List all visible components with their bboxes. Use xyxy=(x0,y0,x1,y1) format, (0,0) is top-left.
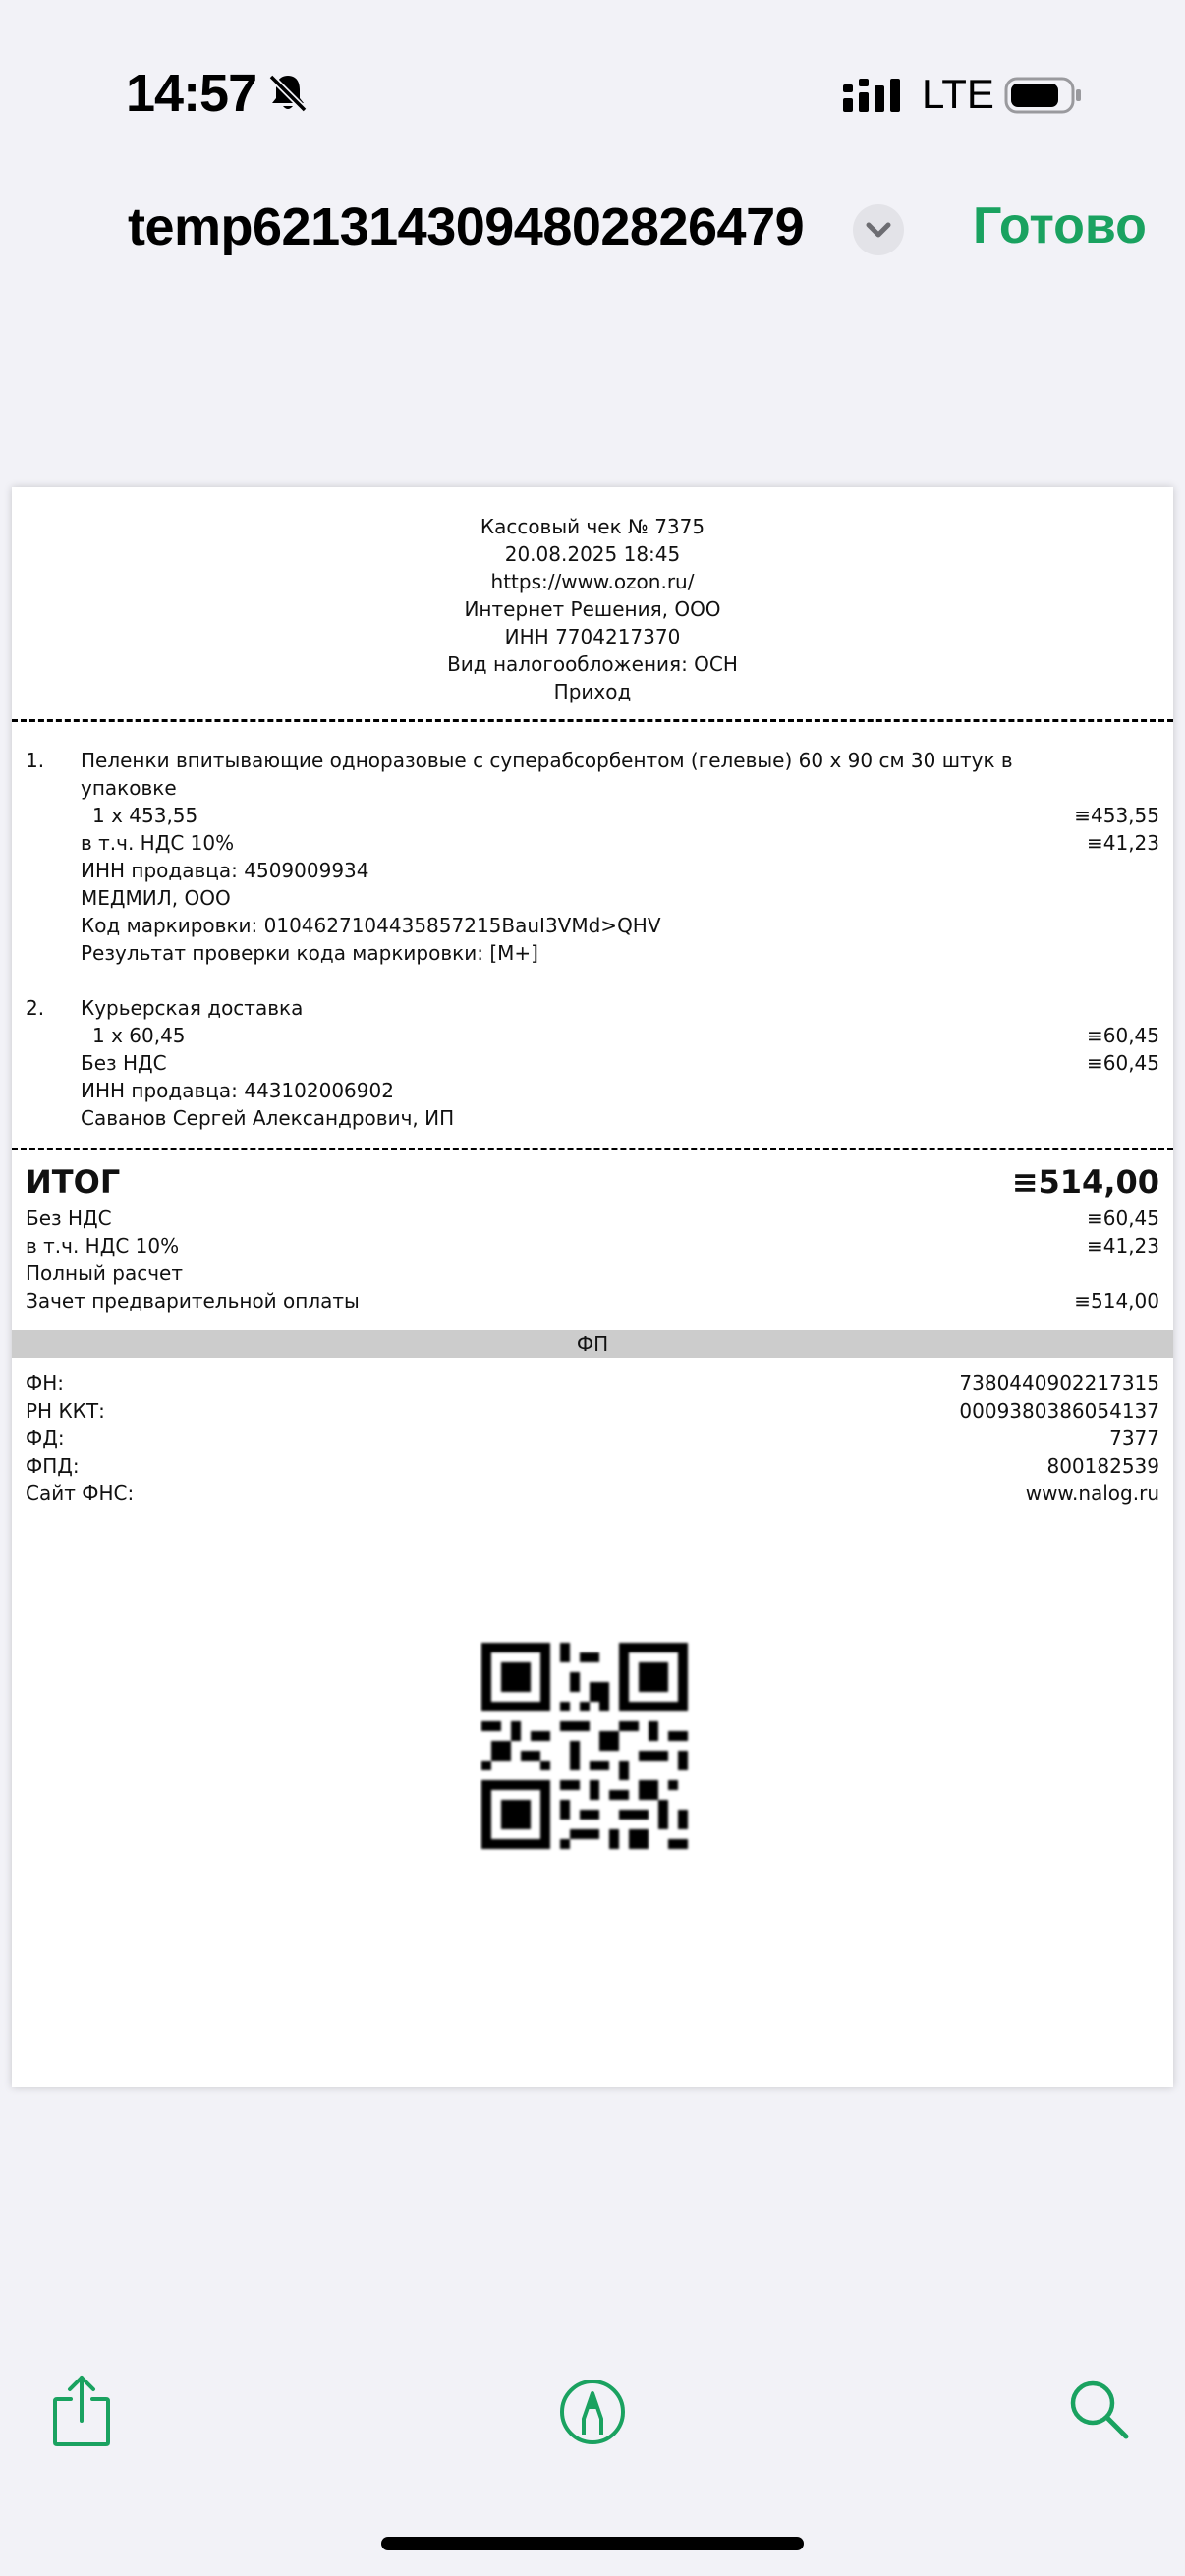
full-payment-label: Полный расчет xyxy=(26,1261,183,1285)
status-bar xyxy=(0,0,1185,187)
item-name: Пеленки впитывающие одноразовые с суперабсорбентом (гелевые) 60 х 90 см 30 штук в xyxy=(81,749,1013,772)
title-menu-button[interactable] xyxy=(853,204,904,255)
item-marking-result: Результат проверки кода маркировки: [M+] xyxy=(81,941,538,965)
total-no-vat-label: Без НДС xyxy=(26,1206,112,1230)
fiscal-value-rn-kkt: 0009380386054137 xyxy=(959,1399,1159,1423)
qr-code-icon xyxy=(481,1643,688,1849)
battery-icon xyxy=(1004,77,1083,114)
total-vat10-value: ≡41,23 xyxy=(1086,1234,1159,1258)
status-time: 14:57 xyxy=(126,64,257,123)
divider xyxy=(12,1148,1173,1150)
search-icon[interactable] xyxy=(1067,2378,1132,2442)
fiscal-label-rn-kkt: РН ККТ: xyxy=(26,1399,105,1423)
receipt-company: Интернет Решения, ООО xyxy=(464,597,721,621)
fiscal-label-fn: ФН: xyxy=(26,1372,64,1395)
fiscal-label-fpd: ФПД: xyxy=(26,1454,80,1478)
receipt-number: Кассовый чек № 7375 xyxy=(480,515,705,538)
item-qty: 1 x 60,45 xyxy=(92,1024,186,1047)
item-vat-label: Без НДС xyxy=(81,1051,167,1075)
item-qty-sum: ≡453,55 xyxy=(1074,804,1159,827)
total-value: ≡514,00 xyxy=(1011,1163,1159,1201)
receipt-datetime: 20.08.2025 18:45 xyxy=(504,542,681,566)
silent-bell-icon xyxy=(265,71,310,116)
item-number: 2. xyxy=(26,996,45,1020)
receipt-url: https://www.ozon.ru/ xyxy=(490,570,695,593)
receipt-document xyxy=(12,487,1173,2087)
divider xyxy=(12,719,1173,722)
receipt-company-inn: ИНН 7704217370 xyxy=(504,625,681,648)
total-vat10-label: в т.ч. НДС 10% xyxy=(26,1234,180,1258)
item-seller: МЕДМИЛ, ООО xyxy=(81,886,231,910)
network-type: LTE xyxy=(922,71,994,117)
item-seller: Саванов Сергей Александрович, ИП xyxy=(81,1106,455,1130)
document-title[interactable]: temp6213143094802826479 xyxy=(128,197,805,256)
prepayment-label: Зачет предварительной оплаты xyxy=(26,1289,360,1313)
item-name: Курьерская доставка xyxy=(81,996,304,1020)
item-marking-code: Код маркировки: 0104627104435857215BauI3VMd>QHV xyxy=(81,914,661,937)
receipt-operation: Приход xyxy=(553,680,632,703)
item-number: 1. xyxy=(26,749,45,772)
item-seller-inn: ИНН продавца: 443102006902 xyxy=(81,1079,394,1102)
signal-icon xyxy=(843,77,902,116)
fiscal-label-fd: ФД: xyxy=(26,1427,65,1450)
prepayment-value: ≡514,00 xyxy=(1074,1289,1159,1313)
item-vat-sum: ≡41,23 xyxy=(1086,831,1159,855)
fiscal-value-fn: 7380440902217315 xyxy=(959,1372,1159,1395)
item-vat-sum: ≡60,45 xyxy=(1086,1051,1159,1075)
item-name-cont: упаковке xyxy=(81,776,177,800)
item-qty-sum: ≡60,45 xyxy=(1086,1024,1159,1047)
fiscal-label-fns-site: Сайт ФНС: xyxy=(26,1482,135,1505)
markup-icon[interactable] xyxy=(558,2378,627,2446)
receipt-tax-system: Вид налогообложения: ОСН xyxy=(447,652,738,676)
home-indicator xyxy=(381,2537,804,2550)
done-button[interactable]: Готово xyxy=(973,197,1147,254)
item-vat-label: в т.ч. НДС 10% xyxy=(81,831,235,855)
total-no-vat-value: ≡60,45 xyxy=(1086,1206,1159,1230)
chevron-down-icon xyxy=(853,204,904,255)
fp-band: ФП xyxy=(12,1330,1173,1358)
total-label: ИТОГ xyxy=(26,1163,121,1201)
fiscal-value-fpd: 800182539 xyxy=(1046,1454,1159,1478)
item-qty: 1 x 453,55 xyxy=(92,804,198,827)
share-icon[interactable] xyxy=(51,2374,112,2448)
fiscal-value-fns-site: www.nalog.ru xyxy=(1025,1482,1159,1505)
fiscal-value-fd: 7377 xyxy=(1109,1427,1159,1450)
item-seller-inn: ИНН продавца: 4509009934 xyxy=(81,859,369,882)
